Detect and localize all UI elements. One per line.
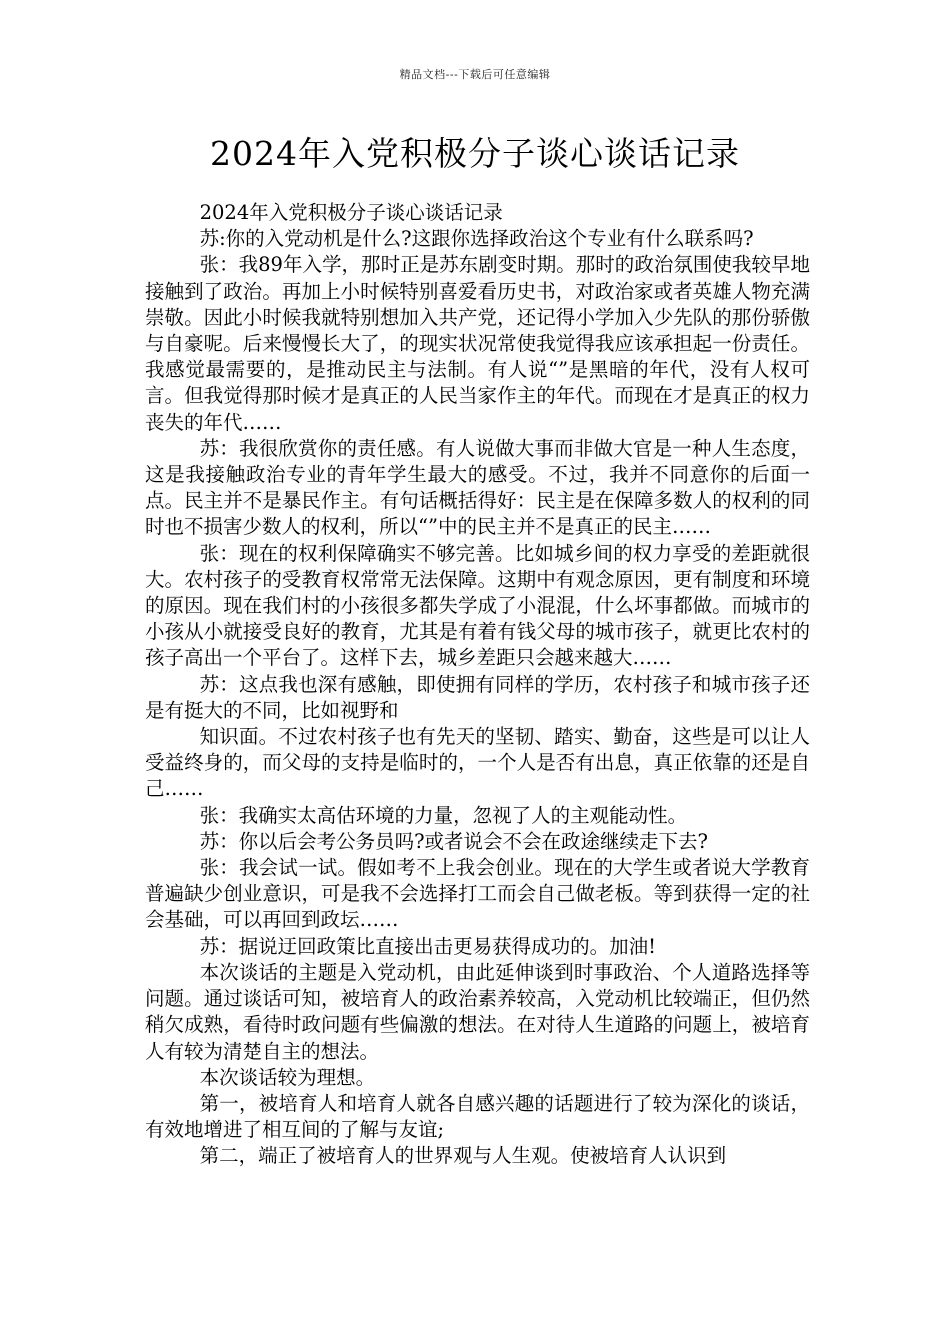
paragraph-evaluation: 本次谈话较为理想。	[199, 1065, 376, 1089]
paragraph-point-2: 第二，端正了被培育人的世界观与人生观。使被培育人认识到	[199, 1144, 727, 1168]
paragraph-su-reply-2-cont: 知识面。不过农村孩子也有先天的坚韧、踏实、勤奋，这些是可以让人受益终身的，而父母的支持是临时的，一个人是否有出息，真正依靠的还是自己……	[145, 725, 810, 801]
paragraph-question-motive: 苏:你的入党动机是什么?这跟你选择政治这个专业有什么联系吗?	[199, 227, 754, 251]
document-title: 2024年入党积极分子谈心谈话记录	[210, 134, 740, 173]
paragraph-summary: 本次谈话的主题是入党动机，由此延伸谈到时事政治、个人道路选择等问题。通过谈话可知，被培育人的政治素养较高，入党动机比较端正，但仍然稍欠成熟，看待时政问题有些偏激的想法。在对待人生道路的问题上，被培育人有较为清楚自主的想法。	[145, 960, 810, 1063]
document-body	[145, 200, 810, 1170]
paragraph-zhang-answer-3: 张：我确实太高估环境的力量，忽视了人的主观能动性。	[199, 803, 688, 827]
paragraph-su-reply-1: 苏：我很欣赏你的责任感。有人说做大事而非做大官是一种人生态度，这是我接触政治专业的青年学生最大的感受。不过，我并不同意你的后面一点。民主并不是暴民作主。有句话概括得好：民主是在保障多数人的权利的同时也不损害少数人的权利，所以“”中的民主并不是真正的民主……	[145, 436, 810, 539]
paragraph-zhang-answer-2: 张：现在的权利保障确实不够完善。比如城乡间的权力享受的差距就很大。农村孩子的受教育权常常无法保障。这期中有观念原因，更有制度和环境的原因。现在我们村的小孩很多都失学成了小混混，什么坏事都做。而城市的小孩从小就接受良好的教育，尤其是有着有钱父母的城市孩子，就更比农村的孩子高出一个平台了。这样下去，城乡差距只会越来越大……	[145, 541, 810, 670]
paragraph-subtitle: 2024年入党积极分子谈心谈话记录	[199, 201, 503, 224]
paragraph-su-reply-2: 苏：这点我也深有感触，即使拥有同样的学历，农村孩子和城市孩子还是有挺大的不同，比如视野和	[145, 672, 810, 722]
header-note: 精品文档---下载后可任意编辑	[399, 68, 551, 81]
paragraph-zhang-answer-4: 张：我会试一试。假如考不上我会创业。现在的大学生或者说大学教育普遍缺少创业意识，可是我不会选择打工而会自己做老板。等到获得一定的社会基础，可以再回到政坛……	[145, 856, 810, 932]
paragraph-point-1: 第一，被培育人和培育人就各自感兴趣的话题进行了较为深化的谈话，有效地增进了相互间的了解与友谊;	[145, 1091, 810, 1142]
paragraph-su-question-2: 苏：你以后会考公务员吗?或者说会不会在政途继续走下去?	[199, 829, 709, 853]
paragraph-su-reply-3: 苏：据说迂回政策比直接出击更易获得成功的。加油!	[199, 934, 656, 958]
paragraph-zhang-answer-1: 张：我89年入学，那时正是苏东剧变时期。那时的政治氛围使我较早地接触到了政治。再加上小时候特别喜爱看历史书，对政治家或者英雄人物充满崇敬。因此小时候我就特别想加入共产党，还记得小学加入少先队的那份骄傲与自豪呢。后来慢慢长大了，的现实状况常使我觉得我应该承担起一份责任。我感觉最需要的，是推动民主与法制。有人说“”是黑暗的年代，没有人权可言。但我觉得那时候才是真正的人民当家作主的年代。而现在才是真正的权力丧失的年代……	[145, 253, 810, 434]
